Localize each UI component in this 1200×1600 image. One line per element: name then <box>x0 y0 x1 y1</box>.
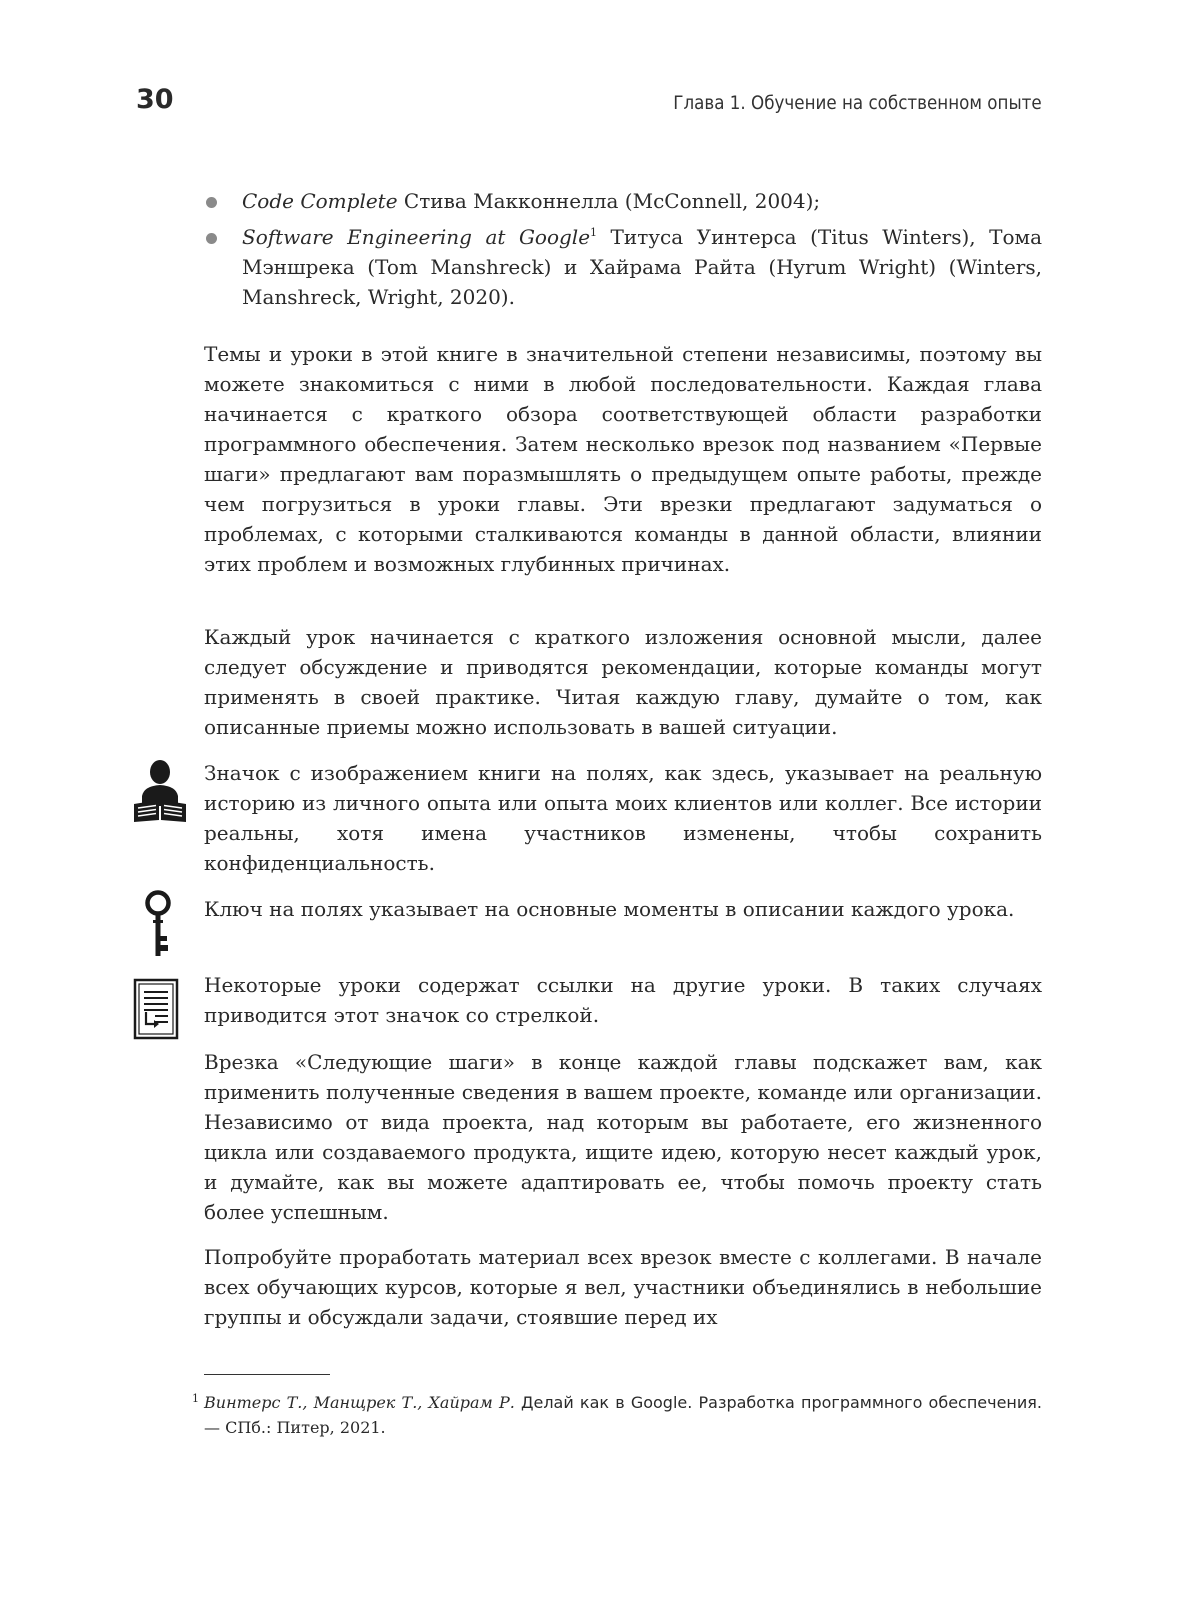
paragraph: Попробуйте проработать материал всех врезок вместе с коллегами. В начале всех обучающих курсов, которые я вел, участники объединялись в небольшие группы и обсуждали задачи, стоявшие перед их <box>204 1245 1042 1329</box>
paragraph: Врезка «Следующие шаги» в конце каждой главы подскажет вам, как применить полученные сведения в вашем проекте, команде или организации. Независимо от вида проекта, над которым вы работаете, его жизненного цикла или создаваемого продукта, ищите идею, которую несет каждый урок, и думайте, как вы можете адаптировать ее, чтобы помочь проекту стать более успешным. <box>204 1050 1042 1224</box>
list-item-text: Стива Макконнелла (McConnell, 2004); <box>397 189 821 213</box>
paragraph: Ключ на полях указывает на основные моменты в описании каждого урока. <box>204 897 1015 921</box>
list-item <box>204 186 1042 216</box>
footnote-ref[interactable]: 1 <box>590 226 598 239</box>
paragraph: Темы и уроки в этой книге в значительной степени независимы, поэтому вы можете знакомиться с ними в любой последовательности. Каждая глава начинается с краткого обзора соответствующей области разработки программного обеспечения. Затем несколько врезок под названием «Первые шаги» предлагают вам поразмышлять о предыдущем опыте работы, прежде чем погрузиться в уроки главы. Эти врезки предлагают задуматься о проблемах, с которыми сталкиваются команды в данной области, влиянии этих проблем и возможных глубинных причинах. <box>204 342 1042 576</box>
footnote <box>192 1390 1043 1440</box>
page-number: 30 <box>136 84 174 115</box>
list-item-text: Титуса Уинтерса (Titus Winters), Тома Мэншрека (Tom Manshreck) и Хайрама Райта (Hyrum Wright) (Winters, Manshreck, Wright, 2020). <box>242 225 1042 309</box>
cross-reference-icon <box>133 978 179 1040</box>
paragraph: Каждый урок начинается с краткого изложения основной мысли, далее следует обсуждение и приводятся рекомендации, которые команды могут применять в своей практике. Читая каждую главу, думайте о том, как описанные приемы можно использовать в вашей ситуации. <box>204 625 1042 739</box>
reader-book-icon <box>132 760 188 822</box>
book-title: Software Engineering at Google <box>242 225 591 249</box>
bullet-icon <box>206 197 217 208</box>
footnote-mark: 1 <box>192 1392 199 1405</box>
footnote-publisher: — СПб.: Питер, 2021. <box>204 1418 386 1437</box>
running-header: Глава 1. Обучение на собственном опыте <box>673 92 1042 114</box>
reference-list <box>204 186 1042 318</box>
paragraph: Некоторые уроки содержат ссылки на другие уроки. В таких случаях приводится этот значок со стрелкой. <box>204 973 1042 1027</box>
footnote-book-title: Делай как в Google. Разработка программного обеспечения. <box>514 1393 1043 1412</box>
key-icon <box>143 890 173 960</box>
bullet-icon <box>206 233 217 244</box>
list-item <box>204 222 1042 312</box>
footnote-authors: Винтерс Т., Манщрек Т., Хайрам Р. <box>204 1393 515 1412</box>
paragraph: Значок с изображением книги на полях, как здесь, указывает на реальную историю из личного опыта или опыта моих клиентов или коллег. Все истории реальны, хотя имена участников изменены, чтобы сохранить конфиденциальность. <box>204 761 1042 875</box>
footnote-divider <box>204 1374 330 1375</box>
book-title: Code Complete <box>242 189 398 213</box>
